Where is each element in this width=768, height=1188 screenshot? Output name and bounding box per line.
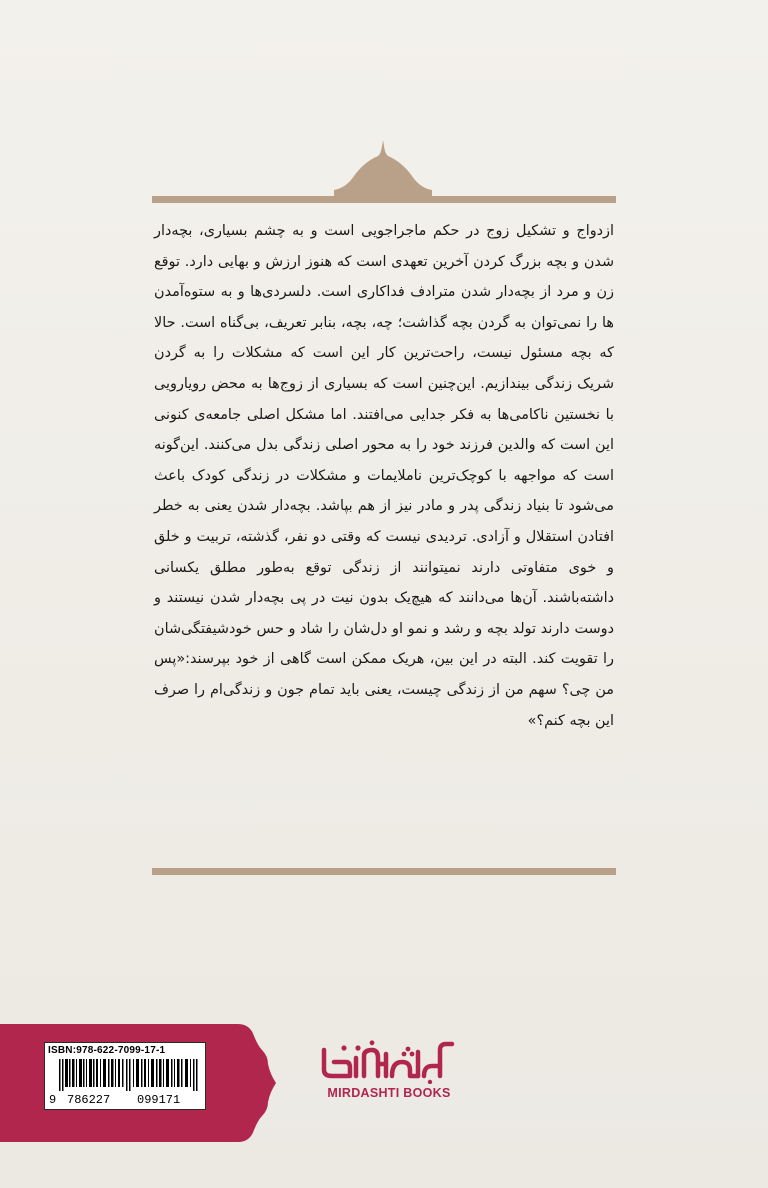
isbn-label: ISBN:978-622-7099-17-1: [48, 1045, 166, 1056]
publisher-logo: [314, 1040, 464, 1110]
publisher-name: MIRDASHTI BOOKS: [327, 1086, 451, 1100]
barcode-digit-group2: 099171: [137, 1093, 181, 1107]
top-divider: [152, 196, 616, 203]
isbn-barcode-box: [44, 1042, 206, 1110]
barcode-digit-group1: 786227: [67, 1093, 111, 1107]
dome-ornament-icon: [334, 140, 432, 200]
barcode-icon: [59, 1059, 199, 1091]
blurb-paragraph: ازدواج و تشکیل زوج در حکم ماجراجویی است و به چشم بسیاری، بچه‌دار شدن و بچه بزرگ کردن آخرین تعهدی است که هنوز ارزش و بهایی دارد. توقع زن و مرد از بچه‌دار شدن مترادف فداکاری است. دلسردی‌ها و به ستوه‌آمدن ها را نمی‌توان به گردن بچه گذاشت؛ چه، بچه، بنابر تعریف، بی‌گناه است. حالا که بچه مسئول نیست، راحت‌ترین کار این است که مشکلات را به گردن شریک زندگی بیندازیم. این‌چنین است که بسیاری از زوج‌ها به محض رویارویی با نخستین ناکامی‌ها به فکر جدایی می‌افتند. اما مشکل اصلی جامعه‌ی کنونی این است که والدین فرزند خود را به محور اصلی زندگی بدل می‌کنند. این‌گونه است که مواجهه با کوچک‌ترین ناملایمات و مشکلات در زندگی کودک باعث می‌شود تا بنیاد زندگی پدر و مادر نیز از هم بپاشد. بچه‌دار شدن یعنی به خطر افتادن استقلال و آزادی. تردیدی نیست که وقتی دو نفر، گذشته، تربیت و خلق و خوی متفاوتی دارند نمیتوانند از زندگی توقع به‌طور مطلق یکسانی داشته‌باشند. آن‌ها می‌دانند که هیچ‌یک بدون نیت در پی بچه‌دار شدن نیستند و دوست دارند تولد بچه و رشد و نمو او دل‌شان را شاد و حس خودشیفتگی‌شان را تقویت کند. البته در این بین، هریک ممکن است گاهی از خود بپرسند:«پس من چی؟ سهم من از زندگی چیست، یعنی باید تمام جون و زندگی‌ام را صرف این بچه کنم؟»: [154, 223, 614, 729]
mirdashti-logo-icon: [320, 1040, 456, 1084]
bottom-divider: [152, 868, 616, 875]
barcode-digit-lead: 9: [49, 1093, 57, 1107]
